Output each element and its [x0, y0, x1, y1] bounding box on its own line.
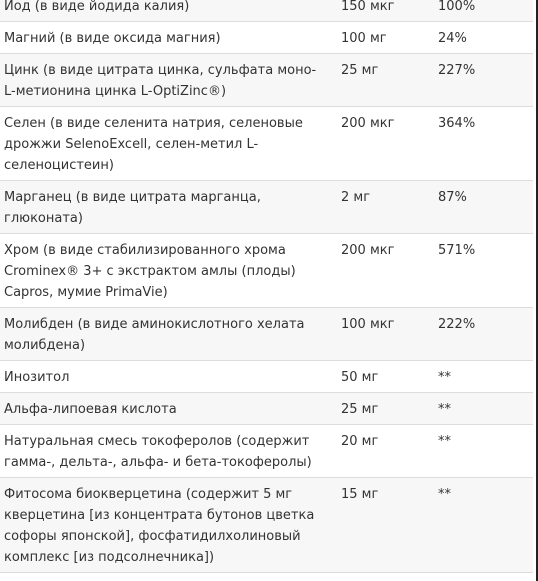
daily-value-percent: 87%: [438, 190, 467, 205]
ingredient-name: Марганец (в виде цитрата марганца, глюконата): [4, 190, 261, 226]
ingredient-amount: 25 мг: [341, 63, 379, 78]
ingredient-amount: 100 мг: [341, 31, 387, 46]
ingredient-amount: 2 мг: [341, 190, 371, 205]
ingredient-name: Хром (в виде стабилизированного хрома Crominex® 3+ с экстрактом амлы (плоды) Capros, мумие PrimaVie): [4, 243, 296, 300]
ingredient-amount: 150 мкг: [341, 0, 395, 14]
table-row: [0, 107, 533, 181]
ingredient-amount: 20 мг: [341, 434, 379, 449]
ingredient-name: Селен (в виде селенита натрия, селеновые дрожжи SelenoExcell, селен-метил L-селеноцистеин): [4, 116, 303, 173]
daily-value-percent: 571%: [438, 243, 476, 258]
daily-value-percent: 24%: [438, 31, 467, 46]
ingredient-name: Йод (в виде йодида калия): [4, 0, 190, 14]
ingredient-name: Альфа-липоевая кислота: [4, 402, 177, 417]
table-row: [0, 425, 533, 478]
ingredient-amount: 200 мкг: [341, 116, 395, 131]
table-row: [0, 234, 533, 308]
ingredient-name: Инозитол: [4, 370, 70, 385]
ingredient-amount: 200 мкг: [341, 243, 395, 258]
table-row: [0, 54, 533, 107]
table-row: [0, 361, 533, 393]
ingredient-name: Натуральная смесь токоферолов (содержит гамма-, дельта-, альфа- и бета-токоферолы): [4, 434, 312, 470]
table-row: [0, 393, 533, 425]
ingredient-amount: 50 мг: [341, 370, 379, 385]
table-row: [0, 181, 533, 234]
table-row: [0, 0, 533, 22]
daily-value-percent: 227%: [438, 63, 476, 78]
ingredient-name: Цинк (в виде цитрата цинка, сульфата моно-L-метионина цинка L-OptiZinc®): [4, 63, 317, 99]
daily-value-percent: 100%: [438, 0, 476, 14]
daily-value-percent: **: [438, 487, 451, 502]
daily-value-percent: **: [438, 434, 451, 449]
table-row: [0, 308, 533, 361]
daily-value-percent: 364%: [438, 116, 476, 131]
ingredient-amount: 100 мкг: [341, 317, 395, 332]
table-row: [0, 22, 533, 54]
ingredient-amount: 25 мг: [341, 402, 379, 417]
table-row: [0, 478, 533, 573]
ingredient-name: Молибден (в виде аминокислотного хелата молибдена): [4, 317, 305, 353]
daily-value-percent: **: [438, 402, 451, 417]
daily-value-percent: **: [438, 370, 451, 385]
daily-value-percent: 222%: [438, 317, 476, 332]
ingredient-name: Фитосома биокверцетина (содержит 5 мг кверцетина [из концентрата бутонов цветка софоры японской], фосфатидилхолиновый комплекс [из подсолнечника]): [4, 487, 315, 565]
ingredient-amount: 15 мг: [341, 487, 379, 502]
ingredient-name: Магний (в виде оксида магния): [4, 31, 221, 46]
